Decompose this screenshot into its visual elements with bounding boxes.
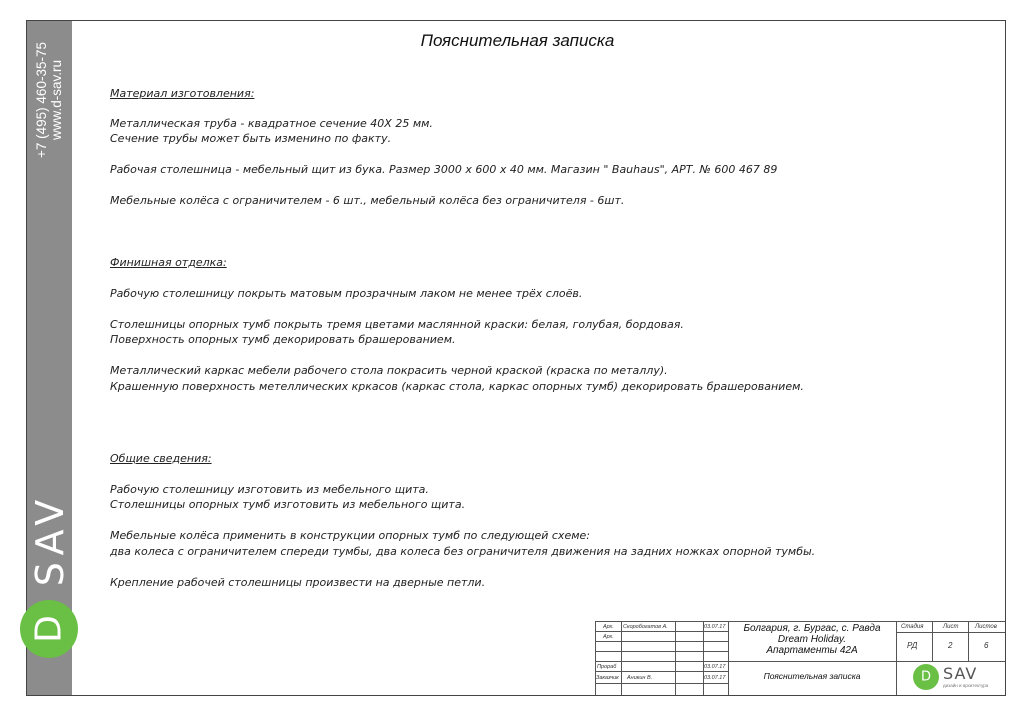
- contact-info: [34, 42, 64, 158]
- row-date: 03.07.17: [704, 664, 726, 670]
- sheets-label: Листов: [975, 624, 997, 630]
- text-line: Металлическая труба - квадратное сечение 40Х 25 мм.: [110, 117, 433, 130]
- title-block: [595, 621, 1005, 695]
- project-location: Болгария, г. Бургас, с. Равда: [743, 623, 881, 634]
- text-line: Столешницы опорных тумб покрыть тремя цветами маслянной краски: белая, голубая, бордовая.: [110, 318, 684, 331]
- project-description: [728, 623, 896, 656]
- text-line: Сечение трубы может быть изменино по факту.: [110, 132, 392, 145]
- text-line: Мебельные колёса применить в конструкции опорных тумб по следующей схеме:: [110, 529, 590, 542]
- sheet-value: 2: [948, 641, 953, 650]
- text-line: Крепление рабочей столешницы произвести на дверные петли.: [110, 576, 486, 589]
- text-line: Рабочую столешницу покрыть матовым прозрачным лаком не менее трёх слоёв.: [110, 287, 583, 300]
- phone-number: +7 (495) 460-35-75: [34, 42, 49, 158]
- brand-wordmark: SAV: [28, 493, 72, 587]
- text-line: Рабочая столешница - мебельный щит из бука. Размер 3000 х 600 х 40 мм. Магазин " Bauhaus", АРТ. № 600 467 89: [110, 163, 778, 176]
- row-role: Арх.: [603, 624, 614, 630]
- text-line: Мебельные колёса с ограничителем - 6 шт., мебельный колёса без ограничителя - 6шт.: [110, 194, 625, 207]
- section-heading-material: Материал изготовления:: [110, 87, 255, 100]
- text-line: Поверхность опорных тумб декорировать брашерованием.: [110, 333, 456, 346]
- row-date: 03.07.17: [704, 675, 726, 681]
- text-line: Рабочую столешницу изготовить из мебельного щита.: [110, 483, 429, 496]
- row-role: Прораб: [597, 664, 617, 670]
- text-line: Столешницы опорных тумб изготовить из мебельного щита.: [110, 498, 466, 511]
- brand-logo-icon: [20, 600, 78, 658]
- text-line: Металлический каркас мебели рабочего стола покрасить черной краской (краска по металлу).: [110, 364, 668, 377]
- logo-tagline: дизайн и архитектура: [943, 683, 989, 688]
- row-date: 03.07.17: [704, 624, 726, 630]
- project-unit: Апартаменты 42А: [766, 645, 858, 656]
- logo-wordmark: SAV: [943, 664, 978, 683]
- stage-value: РД: [907, 641, 918, 650]
- section-heading-general: Общие сведения:: [110, 452, 212, 465]
- row-name: Скоробогатов А.: [623, 624, 668, 630]
- website-link: www.d-sav.ru: [49, 59, 64, 141]
- project-name: Dream Holiday.: [777, 634, 847, 645]
- stage-label: Стадия: [901, 624, 924, 630]
- sheet-label: Лист: [943, 624, 959, 630]
- document-title: Пояснительная записка: [420, 31, 615, 50]
- row-name: Аникин В.: [627, 675, 653, 681]
- section-heading-finish: Финишная отделка:: [110, 256, 227, 269]
- text-line: два колеса с ограничителем спереди тумбы, два колеса без ограничителя движения на задних ножках опорной тумбы.: [110, 545, 816, 558]
- text-line: Крашенную поверхность метеллических кркасов (каркас стола, каркас опорных тумб) декорировать брашерованием.: [110, 380, 804, 393]
- brand-logo-letter: D: [28, 615, 70, 643]
- logo-circle-icon: D: [913, 664, 939, 690]
- sheets-value: 6: [984, 641, 989, 650]
- row-role: Заказчик: [596, 675, 619, 681]
- sheet-name: Пояснительная записка: [763, 671, 861, 681]
- row-role: Арх.: [603, 634, 614, 640]
